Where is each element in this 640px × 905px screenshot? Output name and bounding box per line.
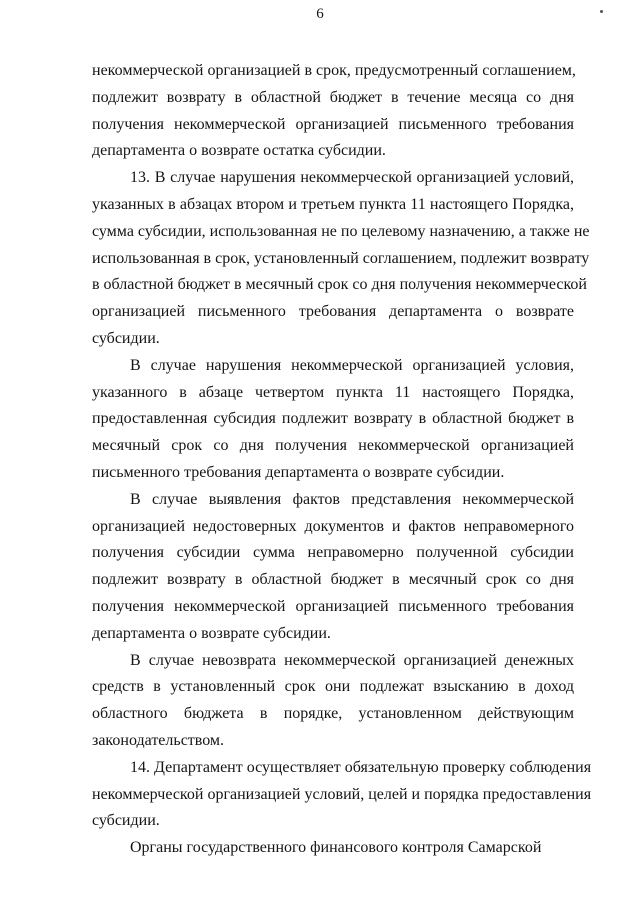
paragraph-p-14-2 bbox=[92, 835, 574, 862]
text-line: получения субсидии сумма неправомерно полученной субсидии bbox=[92, 544, 574, 562]
page-number: 6 bbox=[316, 6, 324, 22]
text-line: В случае выявления фактов представления некоммерческой bbox=[130, 490, 574, 508]
text-line: письменного требования департамента о возврате субсидии. bbox=[92, 463, 505, 481]
text-line: предоставленная субсидия подлежит возврату в областной бюджет в bbox=[92, 410, 574, 428]
paragraph-p-13-3 bbox=[92, 487, 574, 648]
text-line: получения некоммерческой организацией письменного требования bbox=[92, 115, 574, 133]
text-line: 14. Департамент осуществляет обязательную проверку соблюдения bbox=[130, 758, 592, 776]
paragraph-p-cont bbox=[92, 58, 574, 165]
text-line: в областной бюджет в месячный срок со дня получения некоммерческой bbox=[92, 276, 587, 294]
text-line: субсидии. bbox=[92, 812, 160, 830]
text-line: некоммерческой организацией условий, целей и порядка предоставления bbox=[92, 785, 592, 803]
text-line: использованная в срок, установленный соглашением, подлежит возврату bbox=[92, 249, 590, 267]
text-line: получения некоммерческой организацией письменного требования bbox=[92, 597, 574, 615]
text-line: организацией письменного требования департамента о возврате bbox=[92, 303, 574, 321]
text-line: В случае невозврата некоммерческой организацией денежных bbox=[130, 651, 574, 669]
text-line: организацией недостоверных документов и фактов неправомерного bbox=[92, 517, 574, 535]
paragraph-p-13 bbox=[92, 165, 590, 353]
text-line: законодательством. bbox=[92, 731, 225, 749]
text-line: департамента о возврате субсидии. bbox=[92, 624, 331, 642]
text-line: 13. В случае нарушения некоммерческой организацией условий, bbox=[130, 169, 574, 187]
text-line: департамента о возврате остатка субсидии. bbox=[92, 142, 386, 160]
text-line: подлежит возврату в областной бюджет в месячный срок со дня bbox=[92, 571, 574, 589]
text-line: указанного в абзаце четвертом пункта 11 настоящего Порядка, bbox=[92, 383, 574, 401]
text-line: месячный срок со дня получения некоммерческой организацией bbox=[92, 437, 574, 455]
text-line: сумма субсидии, использованная не по целевому назначению, а также не bbox=[92, 222, 590, 240]
text-line: средств в установленный срок они подлежат взысканию в доход bbox=[92, 678, 574, 696]
paragraph-p-14 bbox=[92, 755, 592, 835]
text-line: подлежит возврату в областной бюджет в течение месяца со дня bbox=[92, 88, 574, 106]
paragraph-p-13-2 bbox=[92, 353, 574, 487]
text-line: В случае нарушения некоммерческой организацией условия, bbox=[130, 356, 574, 374]
text-line: некоммерческой организацией в срок, предусмотренный соглашением, bbox=[92, 62, 576, 79]
text-line: указанных в абзацах втором и третьем пункта 11 настоящего Порядка, bbox=[92, 195, 574, 213]
paragraph-p-13-4 bbox=[92, 648, 574, 755]
text-line: областного бюджета в порядке, установленном действующим bbox=[92, 705, 574, 723]
text-line: субсидии. bbox=[92, 329, 160, 347]
scan-dot-mark bbox=[600, 10, 603, 13]
text-line: Органы государственного финансового контроля Самарской bbox=[130, 839, 542, 857]
document-body bbox=[92, 58, 592, 862]
